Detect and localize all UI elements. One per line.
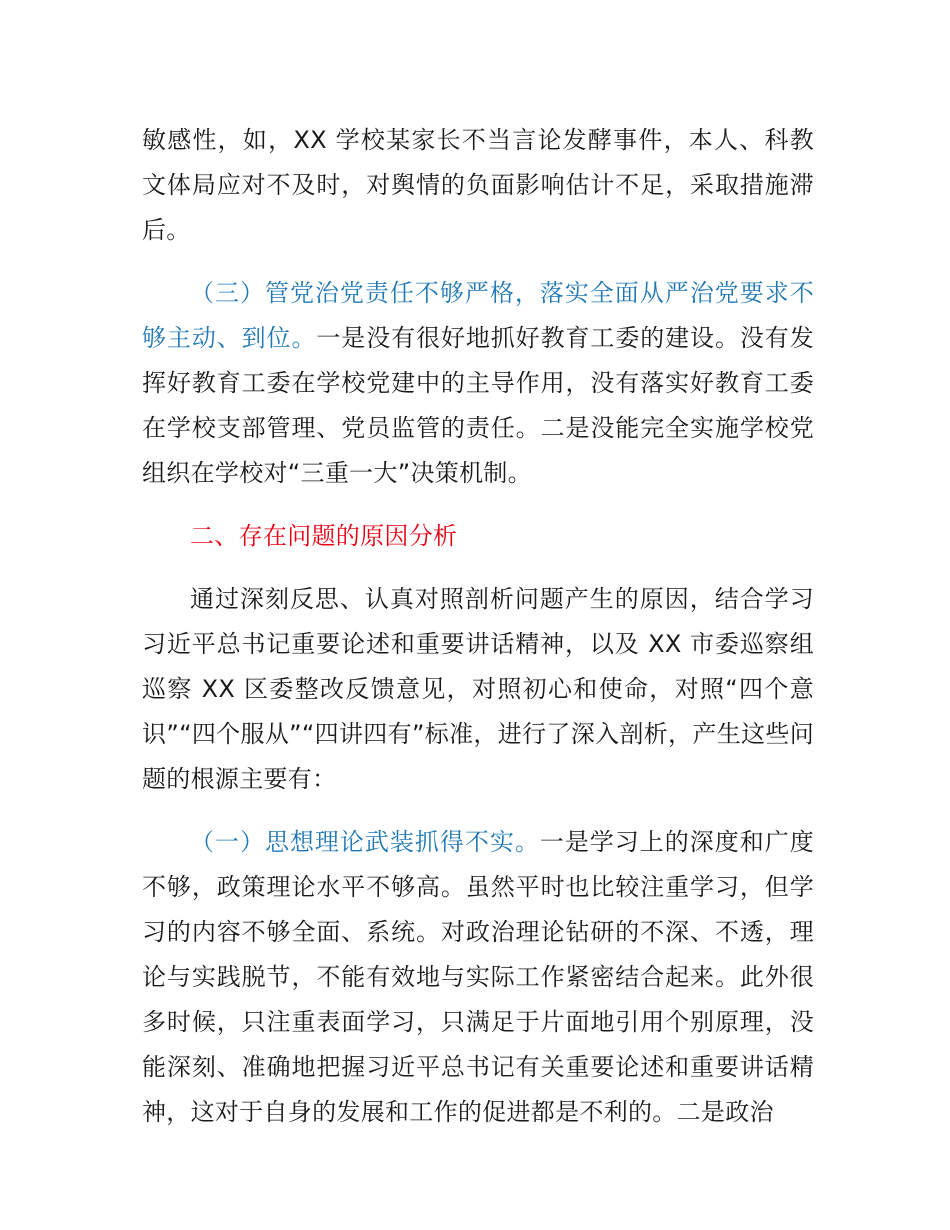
paragraph-item-three	[142, 271, 814, 496]
paragraph-item-one-body: 一是学习上的深度和广度不够，政策理论水平不够高。虽然平时也比较注重学习，但学习的内容不够全面、系统。对政治理论钻研的不深、不透，理论与实践脱节，不能有效地与实际工作紧密结合起来。此外很多时候，只注重表面学习，只满足于片面地引用个别原理，没能深刻、准确地把握习近平总书记有关重要论述和重要讲话精神，这对于自身的发展和工作的促进都是不利的。二是政治	[142, 828, 814, 1126]
section-title: 二、存在问题的原因分析	[190, 522, 458, 550]
paragraph-analysis-intro: 通过深刻反思、认真对照剖析问题产生的原因，结合学习习近平总书记重要论述和重要讲话精神，以及 XX 市委巡察组巡察 XX 区委整改反馈意见，对照初心和使命，对照“四个意识”“四个服从”“四讲四有”标准，进行了深入剖析，产生这些问题的根源主要有：	[142, 585, 814, 793]
subheading-item-three: （三）管党治党责任不够严格，落实全面从严治党要求不够主动、到位。	[142, 279, 814, 352]
paragraph-item-three-body: 一是没有很好地抓好教育工委的建设。没有发挥好教育工委在学校党建中的主导作用，没有落实好教育工委在学校支部管理、党员监管的责任。二是没能完全实施学校党组织在学校对“三重一大”决策机制。	[142, 324, 815, 487]
paragraph-item-one	[142, 820, 814, 1135]
document-page	[142, 118, 814, 1135]
subheading-item-one: （一）思想理论武装抓得不实。	[190, 828, 540, 856]
paragraph-continuation: 敏感性，如，XX 学校某家长不当言论发酵事件，本人、科教文体局应对不及时，对舆情的负面影响估计不足，采取措施滞后。	[142, 126, 814, 244]
